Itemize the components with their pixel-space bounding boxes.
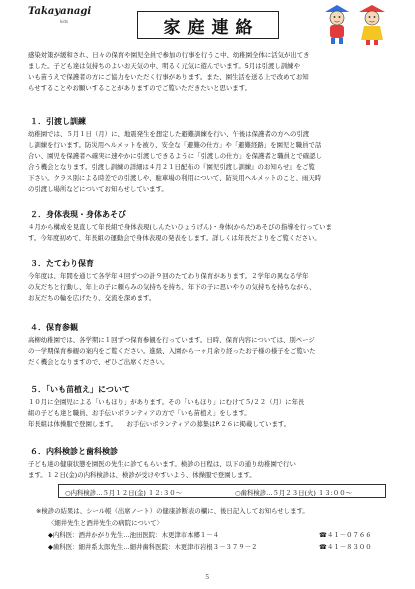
intro-line: ました。子ども達は気持ちのよいお天気の中、明るく元気に遊んでいます。5月は引渡し訓練や (28, 62, 300, 70)
clinic-dental-tel: ☎４１－８３００ (319, 543, 372, 551)
section-heading: ３．たてわり保育 (30, 259, 94, 268)
child-right-icon (359, 5, 385, 45)
section-line: 高柳幼稚園では、各学期に１回ずつ保育参観を行っています。日時、保育内容については、別ページ (28, 336, 315, 344)
clinic-heading: 〈細井先生と酒井先生の病院について〉 (48, 519, 163, 527)
section-heading: ４．保育参観 (30, 323, 78, 332)
intro-line: 感染対策が緩和され、日々の保育や園児全員で参加の行事を行うこ中、幼稚園全体に活気が出てき (28, 51, 310, 59)
section-heading: １．引渡し訓練 (30, 117, 86, 126)
section-heading: ５．「いも苗植え」について (30, 385, 130, 394)
section-line: の引渡し場所などについてお知らせしています。 (28, 185, 168, 193)
school-logo-sub: kids (60, 19, 69, 24)
section-line: し訓練を行います。防災用ヘルメットを被り、安全な「避難の仕方」や「避難経路」を園児と職員で話 (28, 141, 322, 149)
intro-line: いも苗うえで保護者の方にご協力をいただく行事があります。また、園生活を送る上で改めてお知 (28, 73, 309, 81)
dental-exam-date: ○歯科検診…５月２３日(火) １３:００～ (235, 489, 352, 497)
section-line: 子ども達の健康状態を園医の先生に診てもらいます。検診の日程は、以下の通り幼稚園で行い (28, 460, 296, 468)
page-number: ５ (204, 574, 211, 581)
section-line: の友だちと行動し、年上の子に頼らみの気持ちを持ち、年下の子に思いやりの気持ちを持ちながら、 (28, 283, 316, 291)
clinic-dental: ◆歯科医：細井系太郎先生…細井歯科医院：木更津市岩根３－３７９－２ (48, 543, 258, 551)
kids-illustration-icon (321, 4, 389, 46)
section-line: の一学期保育参観の案内をご覧ください。進級、入園から一ヶ月余り経ったお子様の様子をご覧いた (28, 347, 316, 355)
section-line: す。今年度初めて、年長組の運動会で身体表現の発表をします。詳しくは年長だよりをご覧ください。 (28, 234, 321, 242)
clinic-internal: ◆内科医：酒井かがり先生…池田医院：木更津市本郷１－４ (48, 531, 220, 539)
section-line: １０月に全園児による「いもほり」があります。その「いもほり」にむけて５/２２（月）に年長 (28, 398, 305, 406)
clinic-internal-tel: ☎４１－０７６６ (319, 531, 372, 539)
title-box (137, 11, 279, 39)
section-line: 合い、園児を保護者へ確実に速やかに引渡しできるように「引渡しの仕方」を保護者と職員とで確認し (28, 152, 322, 160)
section-line: ４月から構成を見直して年長組で身体表現(しんたいひょうげん)・身体(からだ)あそびの指導を行っていま (28, 223, 332, 231)
section-line: ます。１２日(金)の内科検診は、検診が受けやすいよう、体操服で登園します。 (28, 471, 256, 479)
child-left-icon (325, 5, 349, 44)
section-line: 幼稚園では、５月１日（月）に、地震発生を想定した避難訓練を行い、午後は保護者の方への引渡 (28, 130, 310, 138)
section-line: 年長組は体操服で登園します。 お手伝いボランティアの募集はP.２６に掲載しています。 (28, 420, 291, 428)
section-line: 合う機会となります。引渡し訓練の詳細は４月２１日配布の『園児引渡し訓練』のお知らせ』をご覧 (28, 163, 315, 171)
page-title: 家庭連絡 (163, 17, 260, 38)
internal-exam-date: ○内科検診…５月１２日(金) １２:３０～ (65, 489, 182, 497)
section-line: だく機会となりますので、ぜひご出席ください。 (28, 358, 169, 366)
section-line: 組の子ども達と職員、お手伝いボランティアの方で「いも苗植え」をします。 (28, 409, 251, 417)
school-logo: Takayanagi (28, 6, 92, 17)
section-line: お友だちの輪を広げたり、交流を深めます。 (28, 294, 156, 302)
section-line: 今年度は、年間を通じて各学年４回ずつの計９回のたてわり保育があります。２学年の異なる学年 (28, 272, 309, 280)
exam-note: ※検診の結果は、シール帳（出席ノート）の健康診断表の欄に、後日記入してお知らせします。 (36, 507, 309, 515)
section-heading: ６．内科検診と歯科検診 (30, 447, 118, 456)
section-heading: ２．身体表現・身体あそび (30, 210, 126, 219)
section-line: 下さい。クラス別による時差での引渡しや、駐車場の利用について、防災用ヘルメットのこと、雨天時 (28, 174, 322, 182)
intro-line: らせすることやお願いすることがありますのでご覧いただきたいと思います。 (28, 84, 251, 92)
exam-schedule-box (58, 484, 386, 498)
